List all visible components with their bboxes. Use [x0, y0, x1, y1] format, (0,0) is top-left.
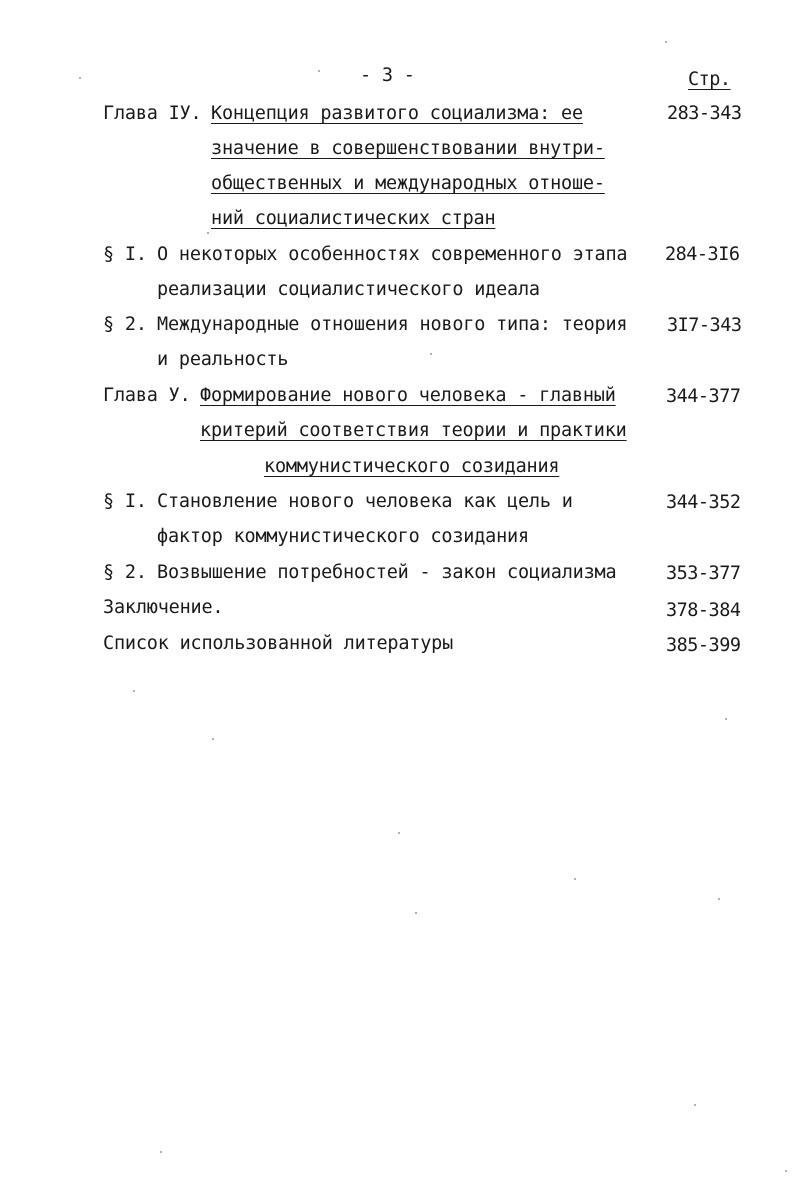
- chapter-4-section-2-line-2: и реальность: [157, 349, 289, 370]
- chapter-4-section-1-pages: 284-3I6: [665, 244, 740, 265]
- chapter-4-section-1-line-1: О некоторых особенностях современного этапа: [157, 244, 628, 265]
- scan-speck: [160, 1151, 162, 1153]
- chapter-5-section-2-label: § 2.: [103, 562, 147, 583]
- chapter-5-section-1-line-1: Становление нового человека как цель и: [157, 491, 573, 512]
- scan-speck: [665, 41, 667, 43]
- chapter-4-section-1-label: § I.: [103, 244, 147, 265]
- scan-speck: [785, 1170, 787, 1172]
- scan-speck: [725, 718, 727, 720]
- chapter-5-title-line-2: критерий соответствия теории и практики: [200, 420, 627, 441]
- bibliography-pages: 385-399: [666, 635, 741, 656]
- scan-speck: [415, 912, 417, 914]
- chapter-5-label: Глава У.: [103, 385, 191, 406]
- conclusion-label: Заключение.: [103, 597, 224, 618]
- scan-speck: [430, 353, 432, 355]
- conclusion-pages: 378-384: [666, 600, 741, 621]
- scan-speck: [398, 832, 400, 834]
- chapter-5-section-2-pages: 353-377: [666, 563, 741, 584]
- chapter-5-section-2-line-1: Возвышение потребностей - закон социализма: [157, 562, 617, 583]
- scan-speck: [79, 77, 81, 79]
- scan-speck: [212, 738, 214, 740]
- page-number: - 3 -: [360, 65, 415, 86]
- chapter-4-title-line-3: общественных и международных отноше-: [211, 173, 605, 194]
- bibliography-label: Список использованной литературы: [103, 633, 454, 654]
- chapter-4-section-2-label: § 2.: [103, 314, 147, 335]
- chapter-5-section-1-line-2: фактор коммунистического созидания: [157, 526, 529, 547]
- chapter-4-label: Глава IУ.: [103, 103, 202, 124]
- scan-speck: [574, 878, 576, 880]
- pages-column-header: Стр.: [688, 69, 731, 90]
- scan-speck: [133, 690, 135, 692]
- scan-speck: [718, 898, 720, 900]
- chapter-4-section-1-line-2: реализации социалистического идеала: [157, 279, 540, 300]
- chapter-5-section-1-label: § I.: [103, 491, 147, 512]
- chapter-5-pages: 344-377: [666, 386, 741, 407]
- chapter-4-title-line-2: значение в совершенствовании внутри-: [211, 138, 605, 159]
- chapter-5-title-line-1: Формирование нового человека - главный: [200, 385, 616, 406]
- chapter-4-section-2-line-1: Международные отношения нового типа: теория: [157, 314, 628, 335]
- chapter-4-section-2-pages: 3I7-343: [667, 315, 742, 336]
- scan-speck: [694, 1104, 696, 1106]
- chapter-5-section-1-pages: 344-352: [666, 492, 741, 513]
- scan-speck: [318, 70, 320, 72]
- chapter-4-title-line-1: Концепция развитого социализма: ее: [211, 103, 583, 124]
- chapter-4-pages: 283-343: [667, 103, 742, 124]
- chapter-5-title-line-3: коммунистического созидания: [264, 456, 560, 477]
- scan-speck: [207, 232, 209, 234]
- chapter-4-title-line-4: ний социалистических стран: [211, 208, 496, 229]
